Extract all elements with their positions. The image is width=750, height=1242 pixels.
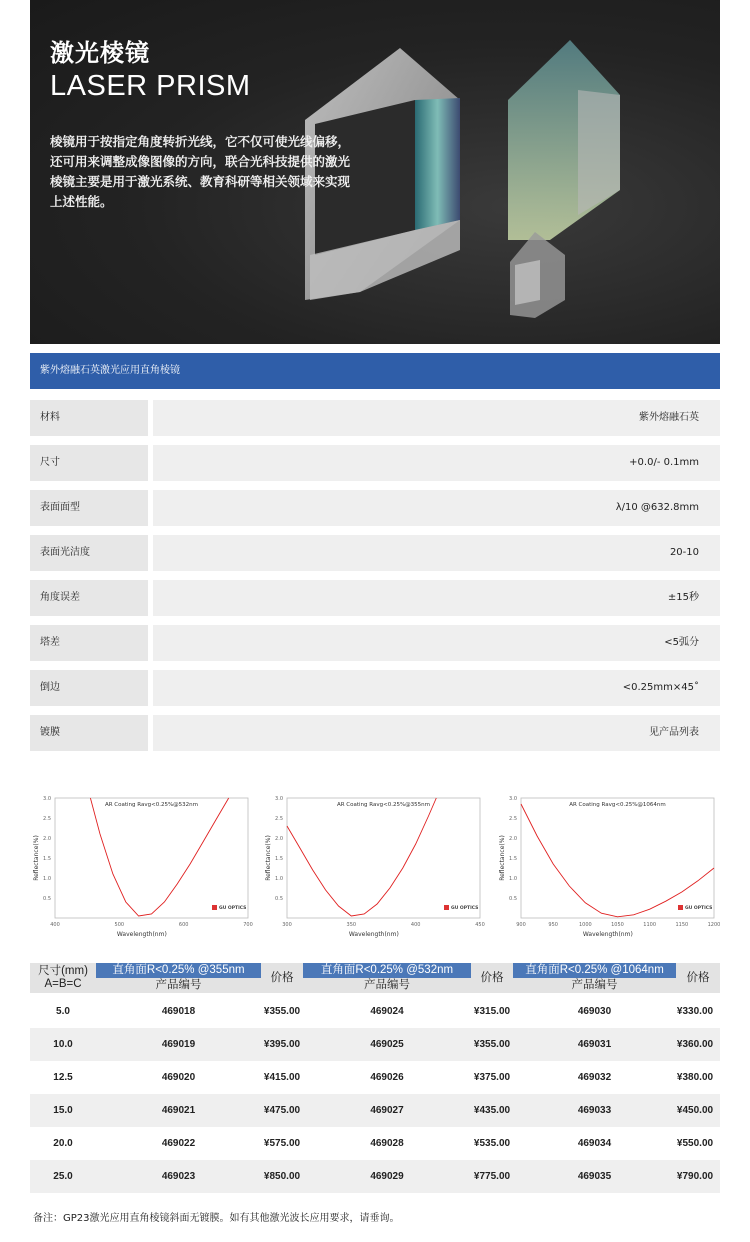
table-row xyxy=(30,1094,720,1127)
chart-title: AR Coating Ravg<0.25%@532nm xyxy=(104,802,199,808)
x-tick-label: 900 xyxy=(516,922,526,928)
part-cell: 469018 xyxy=(161,1006,196,1017)
part-cell: 469028 xyxy=(370,1138,404,1149)
spec-label: 表面面型 xyxy=(30,490,148,526)
chart-svg xyxy=(496,790,721,940)
y-tick-label: 3.0 xyxy=(275,796,283,802)
x-axis-label: Wavelength(nm) xyxy=(348,931,399,938)
y-tick-label: 2.0 xyxy=(509,836,517,842)
plot-frame xyxy=(287,798,480,918)
spec-row-surface-quality xyxy=(30,535,720,571)
price-cell: ¥330.00 xyxy=(676,1006,714,1017)
reflectance-chart-1064 xyxy=(496,790,721,940)
spec-row-surface-figure xyxy=(30,490,720,526)
part-cell: 469026 xyxy=(370,1072,404,1083)
spec-row-coating xyxy=(30,715,720,751)
y-tick-label: 0.5 xyxy=(509,896,517,902)
price-cell: ¥415.00 xyxy=(263,1072,301,1083)
table-row xyxy=(30,1160,720,1193)
spec-label: 材料 xyxy=(30,400,148,436)
x-tick-label: 600 xyxy=(178,922,189,928)
gu-optics-logo-icon xyxy=(678,905,683,910)
coating-header-355: 直角面R<0.25% @355nm xyxy=(96,963,261,978)
spec-label: 尺寸 xyxy=(30,445,148,481)
spec-row-pyramidal-error xyxy=(30,625,720,661)
y-tick-label: 2.5 xyxy=(509,816,517,822)
price-cell: ¥375.00 xyxy=(473,1072,511,1083)
y-tick-label: 1.5 xyxy=(275,856,283,862)
plot-frame xyxy=(55,798,248,918)
gu-optics-logo-icon xyxy=(212,905,217,910)
y-tick-label: 1.5 xyxy=(509,856,517,862)
price-cell: ¥380.00 xyxy=(676,1072,714,1083)
spec-value: 20-10 xyxy=(153,535,720,571)
y-axis-label: Reflectance(%) xyxy=(33,835,40,881)
y-tick-label: 2.0 xyxy=(43,836,51,842)
gu-optics-logo-text: GU OPTICS xyxy=(451,906,479,911)
size-cell: 15.0 xyxy=(53,1105,73,1116)
x-axis-label: Wavelength(nm) xyxy=(116,931,167,938)
price-cell: ¥450.00 xyxy=(676,1105,714,1116)
price-cell: ¥435.00 xyxy=(473,1105,511,1116)
spec-value: λ/10 @632.8mm xyxy=(153,490,720,526)
price-cell: ¥575.00 xyxy=(263,1138,301,1149)
part-cell: 469031 xyxy=(577,1039,612,1050)
x-tick-label: 450 xyxy=(475,922,485,928)
x-tick-label: 300 xyxy=(282,922,292,928)
section-title-bar: 紫外熔融石英激光应用直角棱镜 xyxy=(30,353,720,389)
price-cell: ¥315.00 xyxy=(473,1006,511,1017)
part-cell: 469034 xyxy=(577,1138,612,1149)
x-tick-label: 1200 xyxy=(707,922,721,928)
x-tick-label: 1050 xyxy=(611,922,624,928)
part-cell: 469030 xyxy=(577,1006,612,1017)
x-tick-label: 1100 xyxy=(643,922,657,928)
part-cell: 469029 xyxy=(370,1171,404,1182)
chart-title: AR Coating Ravg<0.25%@1064nm xyxy=(569,802,666,808)
y-tick-label: 1.0 xyxy=(275,876,283,882)
y-tick-label: 2.5 xyxy=(275,816,283,822)
price-header: 价格 xyxy=(480,972,504,984)
part-cell: 469020 xyxy=(161,1072,196,1083)
coating-header-532: 直角面R<0.25% @532nm xyxy=(303,963,471,978)
price-header: 价格 xyxy=(686,972,710,984)
price-cell: ¥775.00 xyxy=(473,1171,511,1182)
coating-header-1064: 直角面R<0.25% @1064nm xyxy=(513,963,676,978)
gu-optics-logo-text: GU OPTICS xyxy=(685,906,713,911)
spec-value: +0.0/- 0.1mm xyxy=(153,445,720,481)
y-tick-label: 3.0 xyxy=(43,796,51,802)
spec-row-angle-tolerance xyxy=(30,580,720,616)
table-row xyxy=(30,1127,720,1160)
price-cell: ¥395.00 xyxy=(263,1039,301,1050)
chart-svg xyxy=(262,790,487,940)
part-cell: 469023 xyxy=(161,1171,196,1182)
footnote: 备注：GP23激光应用直角棱镜斜面无镀膜。如有其他激光波长应用要求，请垂询。 xyxy=(33,1213,400,1224)
price-header: 价格 xyxy=(270,972,294,984)
spec-label: 镀膜 xyxy=(30,715,148,751)
spec-label: 倒边 xyxy=(30,670,148,706)
price-cell: ¥535.00 xyxy=(473,1138,511,1149)
x-tick-label: 1150 xyxy=(675,922,689,928)
table-row xyxy=(30,995,720,1028)
part-header: 产品编号 xyxy=(364,979,410,991)
x-tick-label: 400 xyxy=(410,922,421,928)
price-cell: ¥355.00 xyxy=(263,1006,301,1017)
price-cell: ¥550.00 xyxy=(676,1138,714,1149)
y-tick-label: 0.5 xyxy=(43,896,51,902)
spec-label: 塔差 xyxy=(30,625,148,661)
spec-label: 角度误差 xyxy=(30,580,148,616)
hero-title-en: LASER PRISM xyxy=(50,70,251,102)
table-row xyxy=(30,1061,720,1094)
spec-row-bevel xyxy=(30,670,720,706)
gu-optics-logo-text: GU OPTICS xyxy=(219,906,247,911)
x-axis-label: Wavelength(nm) xyxy=(582,931,633,938)
spec-row-material xyxy=(30,400,720,436)
x-tick-label: 350 xyxy=(346,922,357,928)
part-header: 产品编号 xyxy=(571,979,618,991)
part-cell: 469022 xyxy=(161,1138,196,1149)
part-cell: 469024 xyxy=(370,1006,404,1017)
hero-title-cn: 激光棱镜 xyxy=(50,39,150,67)
spec-label: 表面光洁度 xyxy=(30,535,148,571)
table-header xyxy=(30,963,720,993)
part-header: 产品编号 xyxy=(155,979,202,991)
spec-value: 紫外熔融石英 xyxy=(153,400,720,436)
chart-title: AR Coating Ravg<0.25%@355nm xyxy=(336,802,431,808)
table-row xyxy=(30,1028,720,1061)
size-subheader: A=B=C xyxy=(44,978,82,990)
part-cell: 469027 xyxy=(370,1105,404,1116)
size-cell: 5.0 xyxy=(56,1006,70,1017)
part-cell: 469032 xyxy=(577,1072,612,1083)
price-cell: ¥475.00 xyxy=(263,1105,301,1116)
y-tick-label: 2.0 xyxy=(275,836,283,842)
y-axis-label: Reflectance(%) xyxy=(499,835,506,881)
spec-value: 见产品列表 xyxy=(153,715,720,751)
x-tick-label: 700 xyxy=(243,922,253,928)
spec-value: <5弧分 xyxy=(153,625,720,661)
y-tick-label: 1.0 xyxy=(509,876,517,882)
x-tick-label: 1000 xyxy=(578,922,592,928)
spec-value: ±15秒 xyxy=(153,580,720,616)
y-tick-label: 2.5 xyxy=(43,816,51,822)
x-tick-label: 950 xyxy=(548,922,558,928)
y-axis-label: Reflectance(%) xyxy=(265,835,272,881)
size-cell: 25.0 xyxy=(53,1171,73,1182)
reflectance-chart-355 xyxy=(262,790,487,940)
hero-description: 棱镜用于按指定角度转折光线，它不仅可使光线偏移，还可用来调整成像图像的方向，联合光科技提供的激光棱镜主要是用于激光系统、教育科研等相关领域来实现上述性能。 xyxy=(50,134,351,209)
gu-optics-logo-icon xyxy=(444,905,449,910)
x-tick-label: 400 xyxy=(50,922,60,928)
price-cell: ¥850.00 xyxy=(263,1171,301,1182)
reflectance-chart-532 xyxy=(30,790,255,940)
size-header: 尺寸(mm) xyxy=(38,965,88,977)
part-cell: 469025 xyxy=(370,1039,404,1050)
chart-svg xyxy=(30,790,255,940)
y-tick-label: 1.0 xyxy=(43,876,51,882)
spec-row-size xyxy=(30,445,720,481)
price-cell: ¥360.00 xyxy=(676,1039,714,1050)
part-cell: 469033 xyxy=(577,1105,612,1116)
part-cell: 469021 xyxy=(161,1105,196,1116)
y-tick-label: 1.5 xyxy=(43,856,51,862)
spec-value: <0.25mm×45˚ xyxy=(153,670,720,706)
x-tick-label: 500 xyxy=(114,922,125,928)
hero-banner xyxy=(30,0,720,344)
y-tick-label: 3.0 xyxy=(509,796,517,802)
part-cell: 469035 xyxy=(577,1171,612,1182)
size-cell: 12.5 xyxy=(53,1072,73,1083)
y-tick-label: 0.5 xyxy=(275,896,283,902)
price-cell: ¥355.00 xyxy=(473,1039,511,1050)
size-cell: 20.0 xyxy=(53,1138,73,1149)
price-cell: ¥790.00 xyxy=(676,1171,714,1182)
part-cell: 469019 xyxy=(161,1039,196,1050)
size-cell: 10.0 xyxy=(53,1039,73,1050)
